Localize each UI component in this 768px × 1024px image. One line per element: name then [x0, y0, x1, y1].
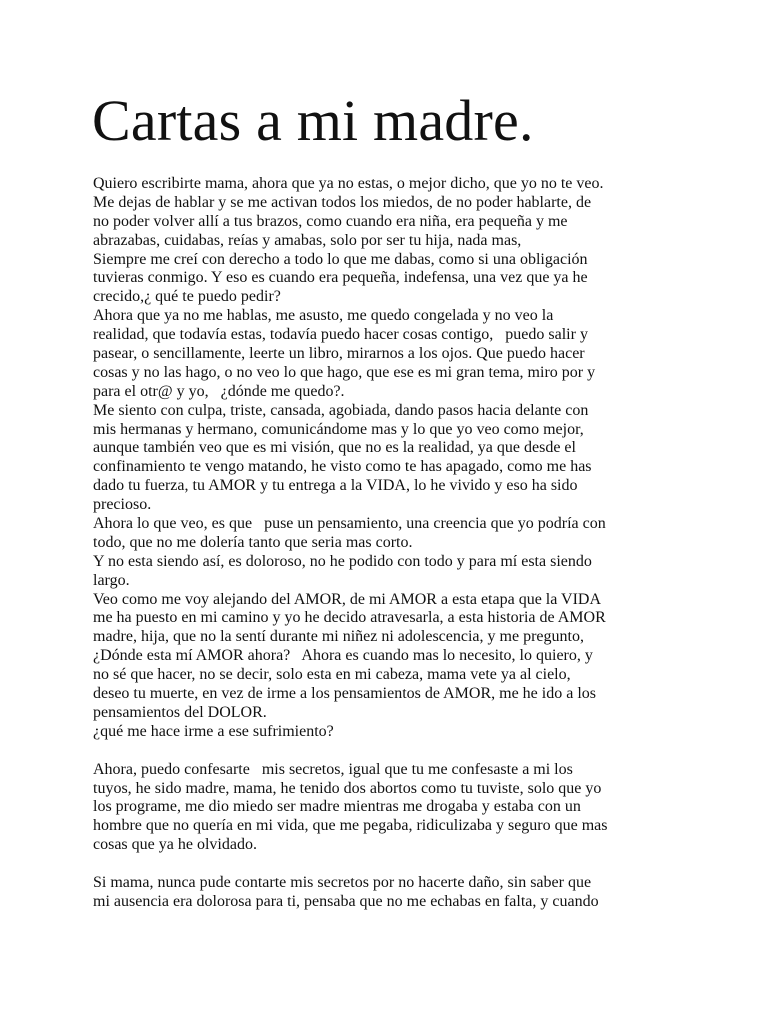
text-line: tuvieras conmigo. Y eso es cuando era pequeña, indefensa, una vez que ya he: [93, 269, 588, 287]
text-line: ¿qué me hace irme a ese sufrimiento?: [93, 722, 334, 740]
text-line: Siempre me creí con derecho a todo lo que me dabas, como si una obligación: [93, 250, 588, 268]
text-line: Me siento con culpa, triste, cansada, agobiada, dando pasos hacia delante con: [93, 401, 589, 419]
text-line: no sé que hacer, no se decir, solo esta en mi cabeza, mama vete ya al cielo,: [93, 666, 571, 684]
text-line: pensamientos del DOLOR.: [93, 703, 267, 721]
text-line: mis hermanas y hermano, comunicándome mas y lo que yo veo como mejor,: [93, 420, 584, 438]
text-line: tuyos, he sido madre, mama, he tenido dos abortos como tu tuviste, solo que yo: [93, 779, 602, 797]
text-line: mi ausencia era dolorosa para ti, pensaba que no me echabas en falta, y cuando: [93, 892, 599, 910]
text-line: Me dejas de hablar y se me activan todos los miedos, de no poder hablarte, de: [93, 193, 592, 211]
text-line: precioso.: [93, 496, 152, 514]
text-line: no poder volver allí a tus brazos, como cuando era niña, era pequeña y me: [93, 212, 568, 230]
blank-line: [93, 742, 693, 761]
text-line: largo.: [93, 571, 130, 589]
text-line: dado tu fuerza, tu AMOR y tu entrega a la VIDA, lo he vivido y eso ha sido: [93, 477, 578, 495]
text-line: pasear, o sencillamente, leerte un libro, mirarnos a los ojos. Que puedo hacer: [93, 345, 585, 363]
text-line: cosas y no las hago, o no veo lo que hago, que ese es mi gran tema, miro por y: [93, 363, 596, 381]
text-line: madre, hija, que no la sentí durante mi niñez ni adolescencia, y me pregunto,: [93, 628, 584, 646]
text-line: ¿Dónde esta mí AMOR ahora? Ahora es cuando mas lo necesito, lo quiero, y: [93, 647, 593, 665]
text-line: todo, que no me dolería tanto que seria mas corto.: [93, 533, 413, 551]
text-line: hombre que no quería en mi vida, que me pegaba, ridiculizaba y seguro que mas: [93, 817, 608, 835]
text-line: deseo tu muerte, en vez de irme a los pensamientos de AMOR, me he ido a los: [93, 685, 596, 703]
text-line: Ahora lo que veo, es que puse un pensamiento, una creencia que yo podría con: [93, 515, 606, 533]
text-line: Ahora, puedo confesarte mis secretos, igual que tu me confesaste a mi los: [93, 760, 573, 778]
text-line: realidad, que todavía estas, todavía puedo hacer cosas contigo, puedo salir y: [93, 326, 588, 344]
text-line: para el otr@ y yo, ¿dónde me quedo?.: [93, 382, 345, 400]
text-line: abrazabas, cuidabas, reías y amabas, solo por ser tu hija, nada mas,: [93, 231, 522, 249]
text-line: Ahora que ya no me hablas, me asusto, me quedo congelada y no veo la: [93, 307, 554, 325]
text-line: Veo como me voy alejando del AMOR, de mi AMOR a esta etapa que la VIDA: [93, 590, 602, 608]
document-title: Cartas a mi madre.: [92, 88, 534, 153]
blank-line: [93, 855, 693, 874]
text-line: Si mama, nunca pude contarte mis secretos por no hacerte daño, sin saber que: [93, 873, 592, 891]
text-line: los programe, me dio miedo ser madre mientras me drogaba y estaba con un: [93, 798, 581, 816]
text-line: Quiero escribirte mama, ahora que ya no estas, o mejor dicho, que yo no te veo.: [93, 175, 604, 192]
text-line: Y no esta siendo así, es doloroso, no he podido con todo y para mí esta siendo: [93, 552, 592, 570]
text-line: cosas que ya he olvidado.: [93, 836, 257, 854]
text-line: crecido,¿ qué te puedo pedir?: [93, 288, 281, 306]
text-line: confinamiento te vengo matando, he visto como te has apagado, como me has: [93, 458, 592, 476]
text-line: me ha puesto en mi camino y yo he decido atravesarla, a esta historia de AMOR: [93, 609, 606, 627]
text-line: aunque también veo que es mi visión, que no es la realidad, ya que desde el: [93, 439, 576, 457]
document-body: [93, 175, 693, 912]
